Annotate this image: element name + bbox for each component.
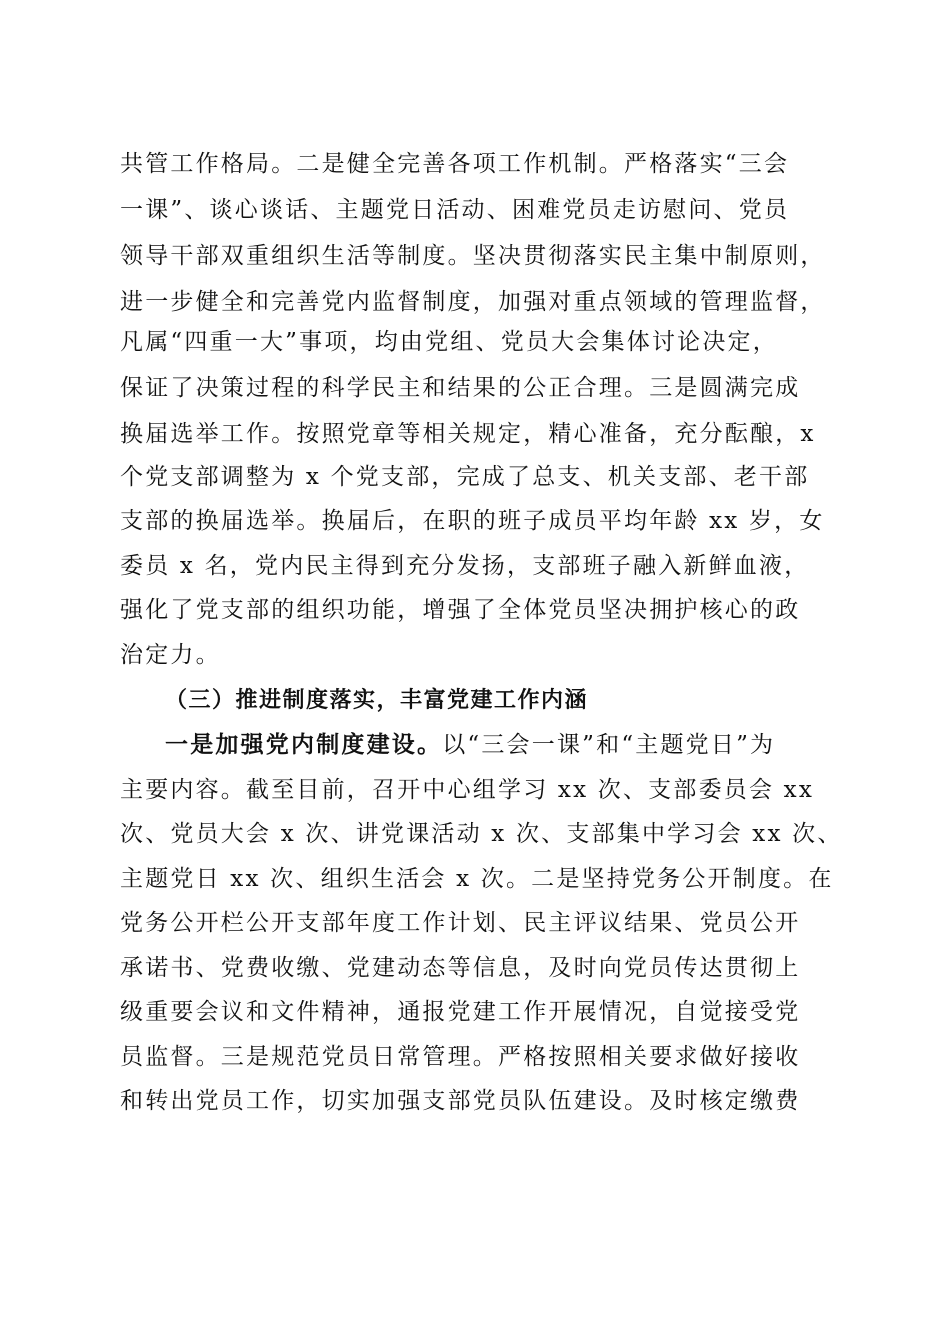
paragraph-line: 次、党员大会 x 次、讲党课活动 x 次、支部集中学习会 xx 次、 — [120, 821, 843, 847]
section-heading: （三）推进制度落实，丰富党建工作内涵 — [165, 687, 589, 713]
paragraph-line: 保证了决策过程的科学民主和结果的公正合理。三是圆满完成 — [120, 375, 801, 401]
paragraph-line: 党务公开栏公开支部年度工作计划、民主评议结果、党员公开 — [120, 910, 801, 936]
paragraph-line: 承诺书、党费收缴、党建动态等信息，及时向党员传达贯彻上 — [120, 955, 801, 981]
paragraph-line: 领导干部双重组织生活等制度。坚决贯彻落实民主集中制原则， — [120, 243, 826, 269]
paragraph-line: 共管工作格局。二是健全完善各项工作机制。严格落实“三会 — [120, 151, 790, 177]
paragraph-line: 换届选举工作。按照党章等相关规定，精心准备，充分酝酿，x — [120, 421, 816, 447]
paragraph-line: 进一步健全和完善党内监督制度，加强对重点领域的管理监督， — [120, 289, 826, 315]
paragraph-line: 凡属“四重一大”事项，均由党组、党员大会集体讨论决定， — [120, 329, 778, 355]
paragraph-line: 支部的换届选举。换届后，在职的班子成员平均年龄 xx 岁，女 — [120, 508, 825, 534]
paragraph-line: 一课”、谈心谈话、主题党日活动、困难党员走访慰问、党员 — [120, 197, 790, 223]
paragraph-lead: 一是加强党内制度建设。 — [165, 731, 443, 758]
paragraph-line: 主要内容。截至目前，召开中心组学习 xx 次、支部委员会 xx — [120, 777, 815, 803]
paragraph-line: 级重要会议和文件精神，通报党建工作开展情况，自觉接受党 — [120, 999, 801, 1025]
paragraph-line: 主题党日 xx 次、组织生活会 x 次。二是坚持党务公开制度。在 — [120, 866, 834, 892]
paragraph-first-line — [165, 730, 775, 760]
paragraph-line: 个党支部调整为 x 个党支部，完成了总支、机关支部、老干部 — [120, 464, 810, 490]
paragraph-line: 和转出党员工作，切实加强支部党员队伍建设。及时核定缴费 — [120, 1088, 801, 1114]
paragraph-line: 强化了党支部的组织功能，增强了全体党员坚决拥护核心的政 — [120, 597, 801, 623]
paragraph-lead-rest: 以“三会一课”和“主题党日”为 — [442, 732, 776, 758]
paragraph-line: 治定力。 — [120, 642, 221, 668]
paragraph-line: 委员 x 名，党内民主得到充分发扬，支部班子融入新鲜血液， — [120, 553, 810, 579]
paragraph-line: 员监督。三是规范党员日常管理。严格按照相关要求做好接收 — [120, 1044, 801, 1070]
